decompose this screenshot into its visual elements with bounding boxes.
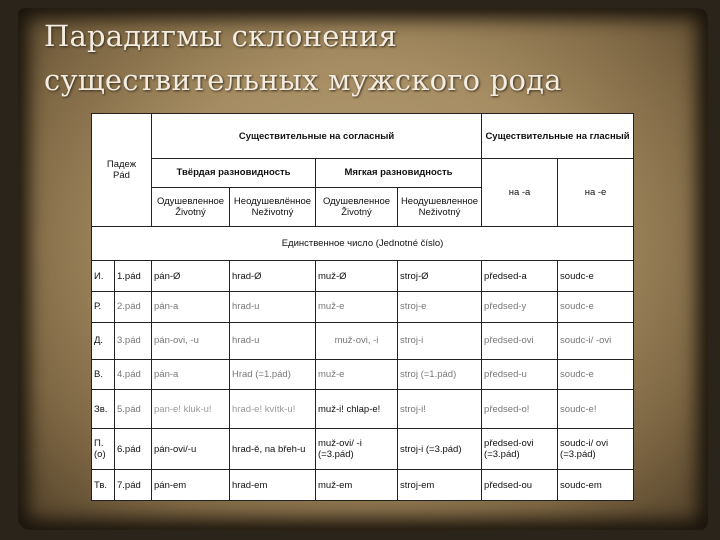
singular-header: Единственное число (Jednotné číslo) [92, 226, 634, 261]
title-line-1: Парадигмы склонения [44, 19, 398, 53]
table-row [92, 292, 634, 323]
cell-inanimate-hard: Hrad (=1.pád) [230, 359, 316, 390]
hard-header: Твёрдая разновидность [152, 159, 316, 188]
animate-hard-header: Одушевленное Životný [152, 187, 230, 226]
cell-animate-soft: muž-i! chlap-e! [316, 390, 398, 429]
declension-table [91, 113, 634, 501]
case-ru: И. [92, 261, 115, 292]
cell-animate-soft: muž-em [316, 470, 398, 501]
animate-soft-header: Одушевленное Životný [316, 187, 398, 226]
cell-vowel-e: soudc-e! [558, 390, 634, 429]
table-row [92, 390, 634, 429]
cell-inanimate-hard: hrad-em [230, 470, 316, 501]
cell-animate-hard: pán-Ø [152, 261, 230, 292]
cell-animate-hard: pán-a [152, 292, 230, 323]
case-cz: 4.pád [115, 359, 152, 390]
case-cz: 3.pád [115, 322, 152, 359]
cell-vowel-e: soudc-i/ -ovi [558, 322, 634, 359]
cell-vowel-a: předsed-a [482, 261, 558, 292]
inanimate-soft-header: Неодушевленное Neživotný [398, 187, 482, 226]
cell-inanimate-hard: hrad-u [230, 322, 316, 359]
declension-table-wrapper [91, 113, 633, 501]
case-cz: 7.pád [115, 470, 152, 501]
cell-animate-hard: pán-em [152, 470, 230, 501]
case-ru: П. (о) [92, 429, 115, 470]
vowel-a-header: на -a [482, 159, 558, 227]
case-cz: 6.pád [115, 429, 152, 470]
case-header-ru: Падеж [106, 158, 137, 170]
cell-inanimate-soft: stroj-i (=3.pád) [398, 429, 482, 470]
table-row [92, 470, 634, 501]
cell-animate-soft: muž-e [316, 292, 398, 323]
case-ru: Д. [92, 322, 115, 359]
cell-inanimate-soft: stroj-em [398, 470, 482, 501]
cell-animate-hard: pan-e! kluk-u! [152, 390, 230, 429]
title-line-2: существительных мужского рода [44, 63, 562, 97]
case-ru: Зв. [92, 390, 115, 429]
table-row [92, 261, 634, 292]
cell-vowel-e: soudc-i/ ovi (=3.pád) [558, 429, 634, 470]
vowel-e-header: на -e [558, 159, 634, 227]
cell-animate-hard: pán-ovi, -u [152, 322, 230, 359]
inanimate-hard-header: Неодушевлённое Neživotný [230, 187, 316, 226]
cell-vowel-e: soudc-em [558, 470, 634, 501]
cell-vowel-a: předsed-ovi (=3.pád) [482, 429, 558, 470]
cell-vowel-e: soudc-e [558, 359, 634, 390]
cell-animate-soft: muž-ovi/ -i (=3.pád) [316, 429, 398, 470]
soft-header: Мягкая разновидность [316, 159, 482, 188]
cell-vowel-a: předsed-o! [482, 390, 558, 429]
slide-title [44, 14, 684, 102]
cell-vowel-a: předsed-ovi [482, 322, 558, 359]
cell-inanimate-hard: hrad-u [230, 292, 316, 323]
case-cz: 5.pád [115, 390, 152, 429]
table-row [92, 429, 634, 470]
case-header [92, 114, 152, 227]
cell-inanimate-hard: hrad-e! kvítk-u! [230, 390, 316, 429]
vowel-header: Существительные на гласный [482, 114, 634, 159]
cell-vowel-a: předsed-y [482, 292, 558, 323]
cell-animate-hard: pán-a [152, 359, 230, 390]
cell-vowel-e: soudc-e [558, 261, 634, 292]
table-row [92, 359, 634, 390]
cell-animate-soft: muž-e [316, 359, 398, 390]
cell-inanimate-soft: stroj (=1.pád) [398, 359, 482, 390]
case-ru: В. [92, 359, 115, 390]
case-cz: 2.pád [115, 292, 152, 323]
cell-vowel-e: soudc-e [558, 292, 634, 323]
cell-inanimate-hard: hrad-ě, na břeh-u [230, 429, 316, 470]
case-ru: Тв. [92, 470, 115, 501]
cell-animate-soft: muž-ovi, -i [316, 322, 398, 359]
cell-inanimate-soft: stroj-e [398, 292, 482, 323]
cell-vowel-a: předsed-u [482, 359, 558, 390]
cell-animate-soft: muž-Ø [316, 261, 398, 292]
cell-inanimate-soft: stroj-i! [398, 390, 482, 429]
case-cz: 1.pád [115, 261, 152, 292]
cell-inanimate-soft: stroj-Ø [398, 261, 482, 292]
table-row [92, 322, 634, 359]
cell-animate-hard: pán-ovi/-u [152, 429, 230, 470]
case-header-cz: Pád [113, 169, 130, 181]
cell-vowel-a: předsed-ou [482, 470, 558, 501]
cell-inanimate-hard: hrad-Ø [230, 261, 316, 292]
cell-inanimate-soft: stroj-i [398, 322, 482, 359]
case-ru: Р. [92, 292, 115, 323]
consonant-header: Существительные на согласный [152, 114, 482, 159]
